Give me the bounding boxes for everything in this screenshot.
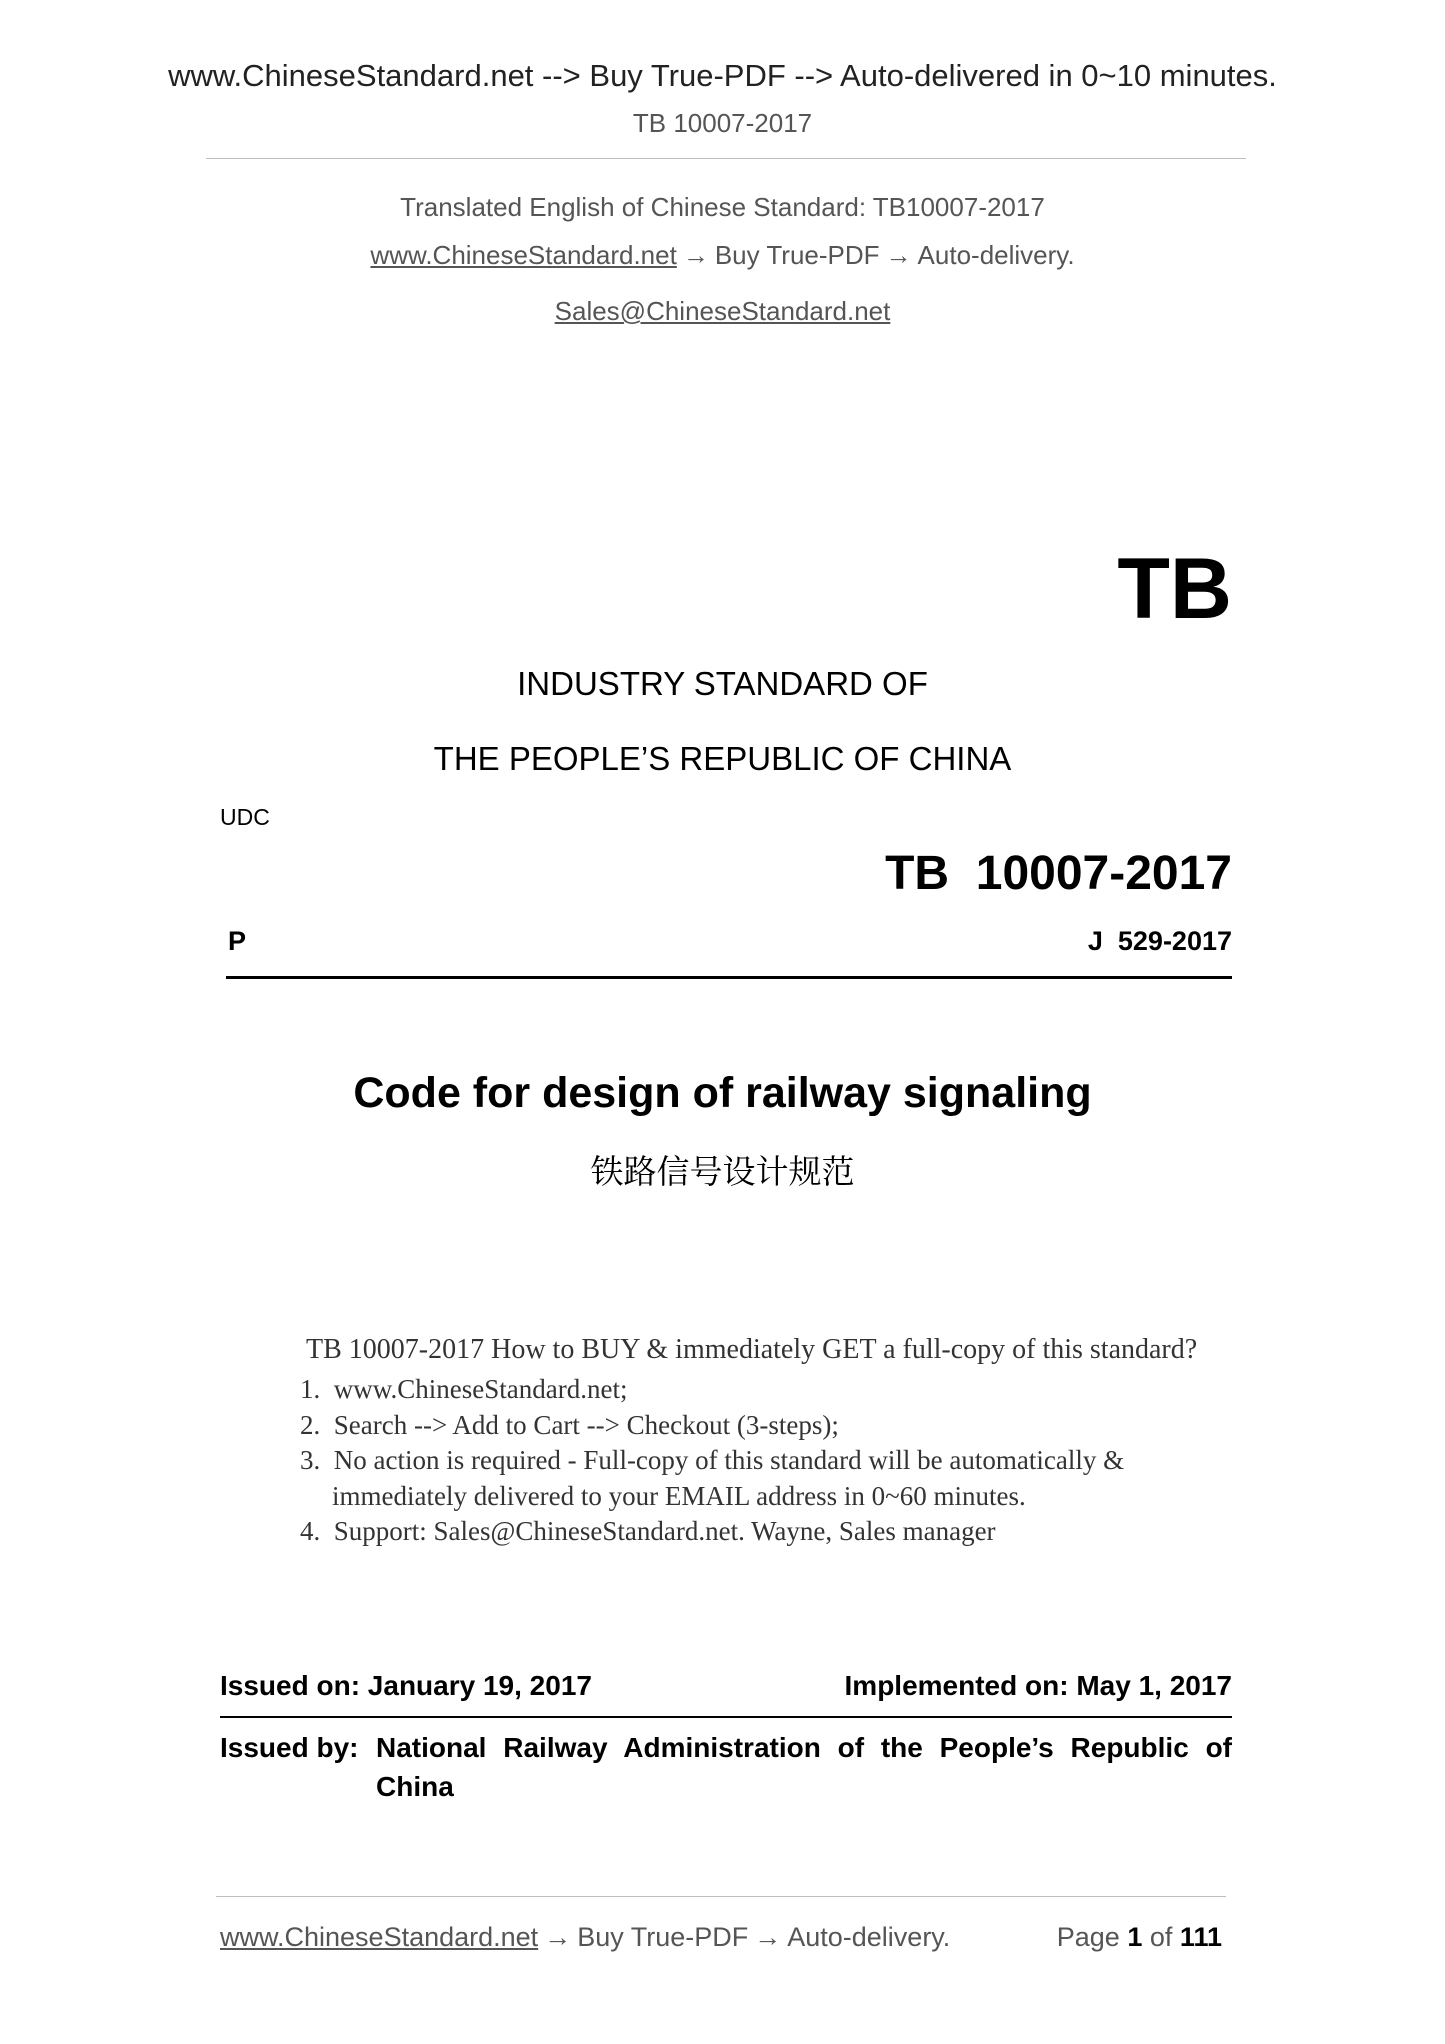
footer-buy-text: Buy True-PDF [577, 1922, 749, 1952]
list-text: www.ChineseStandard.net; [333, 1374, 628, 1404]
list-number: 3. [300, 1445, 321, 1475]
title-chinese: 铁路信号设计规范 [590, 1152, 855, 1191]
arrow-right-icon: → [754, 1922, 782, 1952]
page-indicator [1057, 1922, 1222, 1953]
page-label: Page [1056, 1922, 1120, 1952]
buy-heading: TB 10007-2017 How to BUY & immediately GET a full-copy of this standard? [306, 1334, 1198, 1365]
issued-by-line-2: China [376, 1771, 454, 1802]
buy-text: Buy True-PDF [714, 240, 880, 270]
list-item [300, 1372, 1124, 1408]
site-link[interactable]: www.ChineseStandard.net [370, 240, 677, 270]
arrow-right-icon: → [544, 1922, 572, 1952]
standard-number: TB 10007-2017 [885, 847, 1232, 900]
issued-by-label: Issued by: [220, 1732, 359, 1763]
standard-logo: TB [1117, 541, 1232, 637]
buy-list [300, 1372, 1124, 1550]
p-label: P [228, 926, 247, 956]
industry-line-2: THE PEOPLE’S REPUBLIC OF CHINA [433, 740, 1012, 777]
list-item [300, 1408, 1124, 1444]
list-text: No action is required - Full-copy of this standard will be automatically & [333, 1445, 1125, 1475]
issued-on: Issued on: January 19, 2017 [220, 1670, 592, 1701]
list-item [300, 1479, 1124, 1515]
page-number: 1 [1127, 1922, 1143, 1952]
list-text: immediately delivered to your EMAIL address in 0~60 minutes. [332, 1480, 1026, 1511]
list-number: 2. [300, 1409, 321, 1440]
list-item [300, 1443, 1124, 1479]
translation-links [0, 240, 1445, 271]
footer-auto-text: Auto-delivery. [787, 1922, 951, 1952]
cover-divider [226, 976, 1232, 979]
arrow-right-icon: → [682, 240, 709, 270]
issued-by-line-1: National Railway Administration of the People’s Republic of [376, 1732, 1232, 1763]
issue-divider [220, 1716, 1232, 1718]
email-link[interactable]: Sales@ChineseStandard.net [554, 296, 891, 326]
header-divider [206, 158, 1246, 159]
implemented-on: Implemented on: May 1, 2017 [844, 1670, 1232, 1701]
total-pages: 111 [1179, 1922, 1222, 1952]
list-number: 4. [300, 1516, 321, 1546]
title-english: Code for design of railway signaling [353, 1069, 1092, 1117]
translation-title: Translated English of Chinese Standard: TB10007-2017 [400, 192, 1045, 222]
list-number: 1. [300, 1374, 321, 1404]
j-number: J 529-2017 [1087, 926, 1232, 956]
header-top-text: www.ChineseStandard.net --> Buy True-PDF --> Auto-delivered in 0~10 minutes. [168, 58, 1277, 93]
list-text: Search --> Add to Cart --> Checkout (3-steps); [333, 1409, 839, 1440]
list-item [300, 1514, 1124, 1550]
footer-links [220, 1922, 950, 1953]
of-label: of [1149, 1922, 1173, 1952]
arrow-right-icon: → [885, 240, 912, 270]
list-text: Support: Sales@ChineseStandard.net. Wayne, Sales manager [333, 1516, 996, 1546]
auto-text: Auto-delivery. [917, 240, 1075, 270]
header-code: TB 10007-2017 [632, 108, 813, 138]
footer-site-link[interactable]: www.ChineseStandard.net [220, 1922, 539, 1952]
footer-divider [216, 1896, 1226, 1897]
industry-line-1: INDUSTRY STANDARD OF [517, 665, 928, 702]
udc-label: UDC [220, 804, 270, 830]
